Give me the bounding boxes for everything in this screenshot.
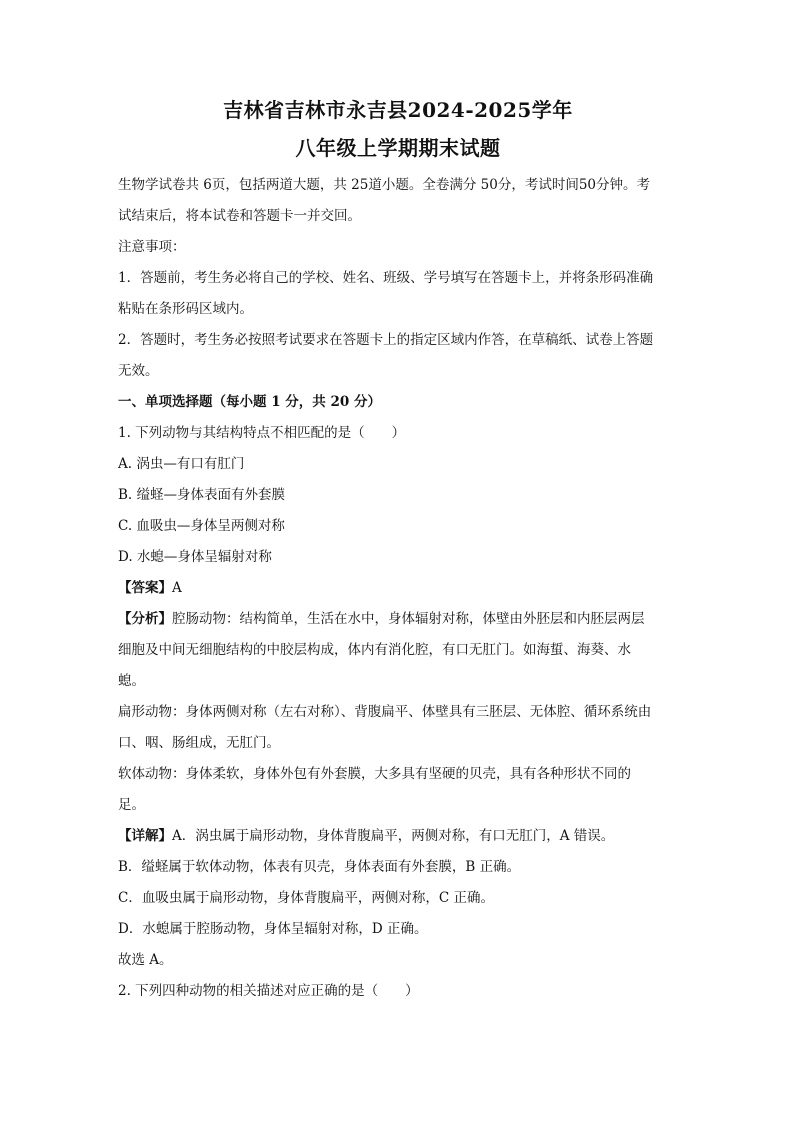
- section-heading: 一、单项选择题（每小题 1 分，共 20 分）: [118, 394, 381, 410]
- intro-line-2: 试结束后，将本试卷和答题卡一并交回。: [118, 208, 361, 224]
- analysis-line-3: 螅。: [118, 673, 145, 689]
- question-1-option-c: C. 血吸虫—身体呈两侧对称: [118, 518, 285, 534]
- answer-tag: 【答案】: [118, 580, 172, 596]
- question-1-option-a: A. 涡虫—有口有肛门: [118, 456, 245, 472]
- document-content: [118, 96, 678, 1007]
- question-1-option-d: D. 水螅—身体呈辐射对称: [118, 549, 272, 565]
- notice-item-1-line-1: 1．答题前，考生务必将自己的学校、姓名、班级、学号填写在答题卡上，并将条形码准确: [118, 270, 654, 286]
- detail-tag: 【详解】: [118, 828, 172, 844]
- question-1-stem: 1. 下列动物与其结构特点不相匹配的是（ ）: [118, 425, 406, 441]
- analysis-line-2: 细胞及中间无细胞结构的中胶层构成，体内有消化腔，有口无肛门。如海蜇、海葵、水: [118, 642, 631, 658]
- analysis-line-7: 足。: [118, 797, 145, 813]
- question-1-answer: [118, 573, 678, 604]
- answer-value: A: [172, 580, 182, 596]
- notice-item-2-line-1: 2．答题时，考生务必按照考试要求在答题卡上的指定区域内作答，在草稿纸、试卷上答题: [118, 332, 654, 348]
- analysis-line-4: 扁形动物：身体两侧对称（左右对称）、背腹扁平、体壁具有三胚层、无体腔、循环系统由: [118, 704, 652, 720]
- analysis-line-5: 口、咽、肠组成，无肛门。: [118, 735, 280, 751]
- document-title-line-1: 吉林省吉林市永吉县2024-2025学年: [223, 98, 573, 122]
- analysis-tag: 【分析】: [118, 611, 172, 627]
- document-title-line-2: 八年级上学期期末试题: [295, 136, 501, 160]
- intro-line-1: 生物学试卷共 6页，包括两道大题，共 25道小题。全卷满分 50分，考试时间50分钟。考: [118, 177, 650, 193]
- detail-text-1: A．涡虫属于扁形动物，身体背腹扁平，两侧对称，有口无肛门，A 错误。: [172, 828, 615, 844]
- detail-line-5: 故选 A。: [118, 952, 173, 968]
- analysis-text-1: 腔肠动物：结构简单，生活在水中，身体辐射对称，体壁由外胚层和内胚层两层: [172, 611, 645, 627]
- notice-item-1-line-2: 粘贴在条形码区域内。: [118, 301, 253, 317]
- detail-line-4: D．水螅属于腔肠动物，身体呈辐射对称，D 正确。: [118, 921, 428, 937]
- detail-line-2: B．缢蛏属于软体动物，体表有贝壳，身体表面有外套膜，B 正确。: [118, 859, 521, 875]
- analysis-line-6: 软体动物：身体柔软，身体外包有外套膜，大多具有坚硬的贝壳，具有各种形状不同的: [118, 766, 631, 782]
- question-2-stem: 2. 下列四种动物的相关描述对应正确的是（ ）: [118, 983, 419, 999]
- notice-item-2-line-2: 无效。: [118, 363, 159, 379]
- detail-line-3: C．血吸虫属于扁形动物，身体背腹扁平，两侧对称，C 正确。: [118, 890, 494, 906]
- analysis-line-1: [118, 604, 678, 635]
- question-1-option-b: B. 缢蛏—身体表面有外套膜: [118, 487, 286, 503]
- notice-heading: 注意事项：: [118, 239, 186, 255]
- detail-line-1: [118, 821, 678, 852]
